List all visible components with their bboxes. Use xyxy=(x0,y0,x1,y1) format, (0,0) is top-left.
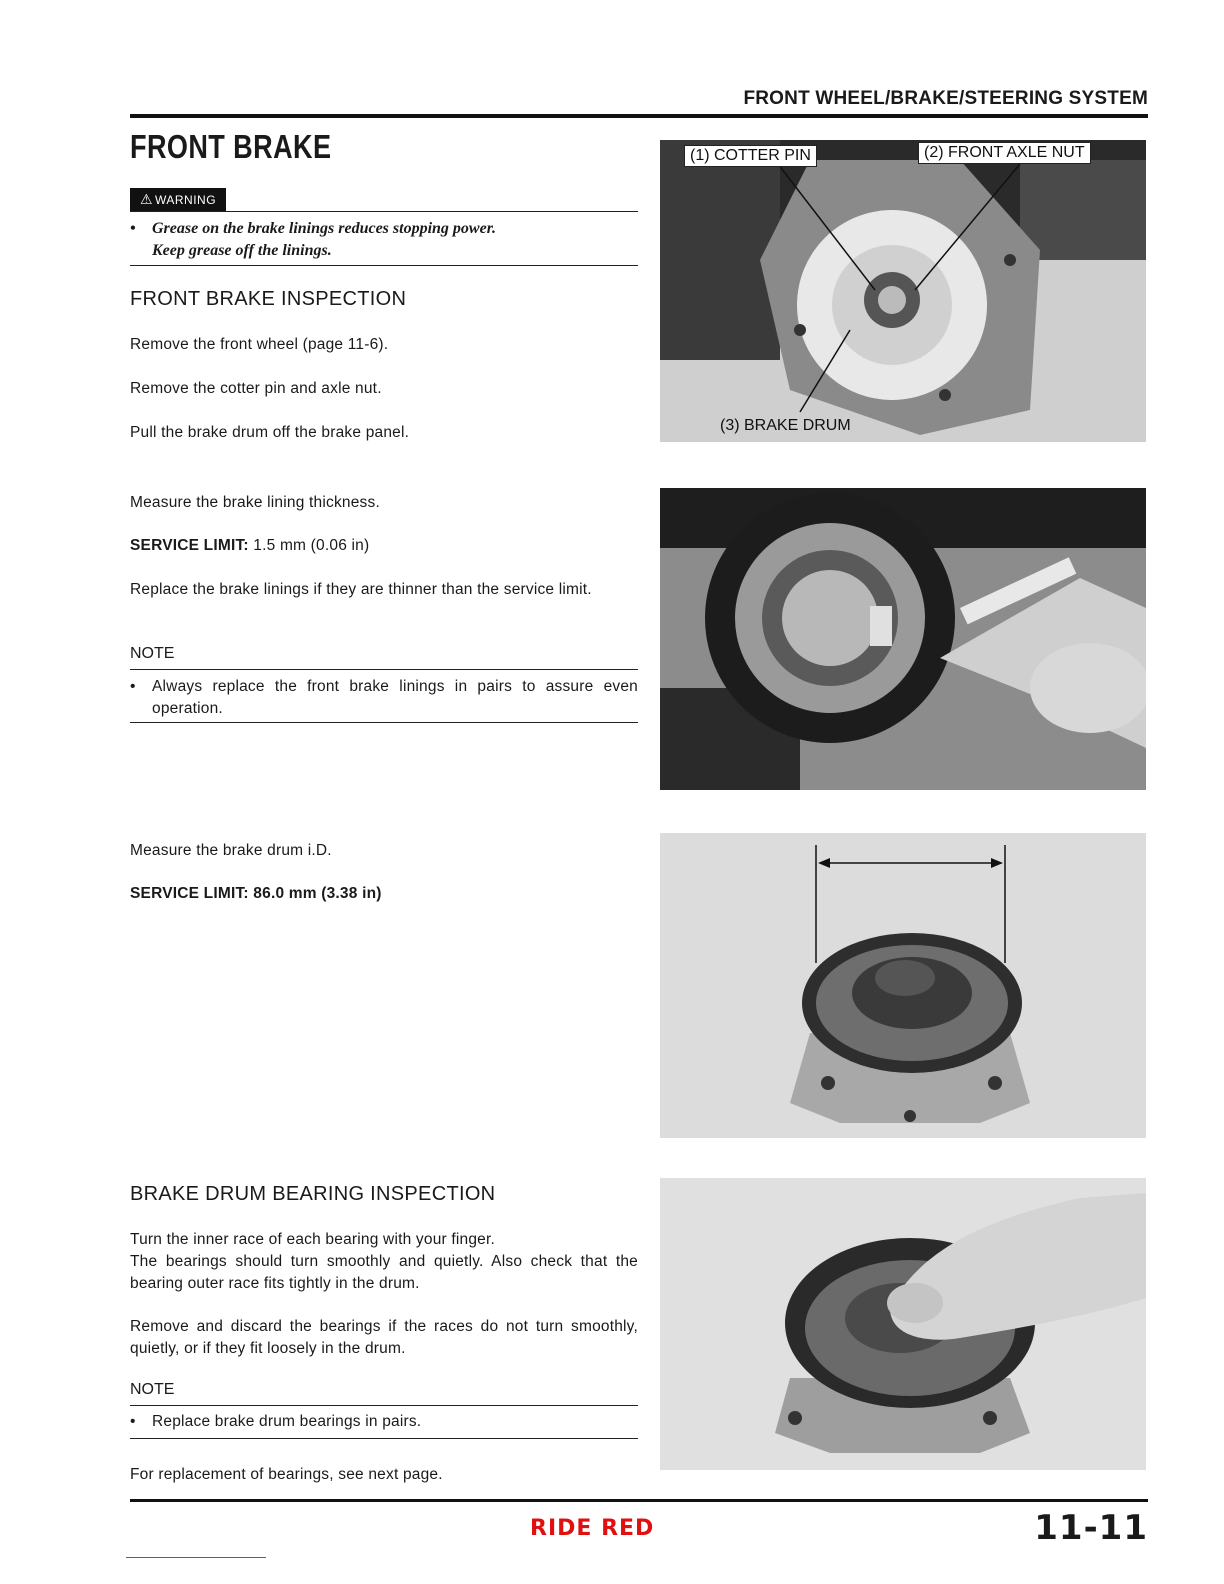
inspection-step-1: Remove the front wheel (page 11-6). xyxy=(130,336,389,353)
section-header: FRONT WHEEL/BRAKE/STEERING SYSTEM xyxy=(743,88,1148,109)
bearing-para-1b: The bearings should turn smoothly and quietly. Also check that the bearing outer race fits tightly in the drum. xyxy=(130,1253,638,1292)
footer-brand: RIDE RED xyxy=(530,1516,655,1541)
bearing-note-rule-bottom xyxy=(130,1438,638,1439)
lining-note-rule-top xyxy=(130,669,638,670)
page-number: 11-11 xyxy=(1034,1508,1148,1548)
bearing-note-item: • Replace brake drum bearings in pairs. xyxy=(130,1411,638,1433)
bearing-para-1a: Turn the inner race of each bearing with your finger. xyxy=(130,1231,496,1248)
drum-measure: Measure the brake drum i.D. xyxy=(130,842,332,859)
figure-bearing-check xyxy=(660,1178,1146,1470)
drum-limit-label: SERVICE LIMIT: xyxy=(130,885,249,902)
warning-rule-bottom xyxy=(130,265,638,266)
inspection-step-2: Remove the cotter pin and axle nut. xyxy=(130,380,382,397)
drum-limit-value: 86.0 mm (3.38 in) xyxy=(253,885,382,902)
bearing-heading: BRAKE DRUM BEARING INSPECTION xyxy=(130,1183,496,1205)
lining-note-text: Always replace the front brake linings in pairs to assure even operation. xyxy=(152,678,638,717)
footer-link-line xyxy=(126,1557,266,1558)
footer-rule xyxy=(130,1499,1148,1502)
lining-note-item: • Always replace the front brake linings in pairs to assure even operation. xyxy=(130,676,638,720)
bearing-note-label: NOTE xyxy=(130,1381,175,1398)
warning-badge xyxy=(130,188,226,211)
warning-badge-label: WARNING xyxy=(155,193,217,207)
callout-brake-drum: (3) BRAKE DRUM xyxy=(720,417,851,434)
figure-brake-panel-photo xyxy=(660,140,1146,442)
figure-drum-id-photo xyxy=(660,833,1146,1138)
bearing-para-2: Remove and discard the bearings if the races do not turn smoothly, quietly, or if they fit loosely in the drum. xyxy=(130,1318,638,1357)
lining-replace: Replace the brake linings if they are thinner than the service limit. xyxy=(130,581,592,598)
callout-front-axle-nut: (2) FRONT AXLE NUT xyxy=(918,142,1091,164)
header-rule xyxy=(130,114,1148,118)
figure-bearing-check-photo xyxy=(660,1178,1146,1470)
lining-limit-label: SERVICE LIMIT: xyxy=(130,537,249,554)
lining-service-limit xyxy=(130,535,638,557)
warning-rule-top xyxy=(130,211,638,212)
warning-line-1: Grease on the brake linings reduces stopping power. xyxy=(152,220,497,237)
figure-brake-panel xyxy=(660,140,1146,442)
drum-service-limit xyxy=(130,883,638,905)
figure-lining-measurement-photo xyxy=(660,488,1146,790)
warning-text: • Grease on the brake linings reduces stopping power. Keep grease off the linings. xyxy=(130,218,640,262)
figure-lining-measurement xyxy=(660,488,1146,790)
lining-note-rule-bottom xyxy=(130,722,638,723)
callout-cotter-pin: (1) COTTER PIN xyxy=(684,145,817,167)
inspection-step-3: Pull the brake drum off the brake panel. xyxy=(130,424,410,441)
bearing-note-text: Replace brake drum bearings in pairs. xyxy=(152,1413,422,1430)
warning-line-2: Keep grease off the linings. xyxy=(152,242,332,259)
figure-drum-id xyxy=(660,833,1146,1138)
lining-limit-value: 1.5 mm (0.06 in) xyxy=(253,537,370,554)
page-title: FRONT BRAKE xyxy=(130,128,332,165)
lining-note-label: NOTE xyxy=(130,645,175,662)
warning-icon: ⚠ xyxy=(139,191,153,207)
bearing-replacement: For replacement of bearings, see next page. xyxy=(130,1466,443,1483)
inspection-heading: FRONT BRAKE INSPECTION xyxy=(130,288,407,310)
bearing-note-rule-top xyxy=(130,1405,638,1406)
lining-measure: Measure the brake lining thickness. xyxy=(130,494,380,511)
